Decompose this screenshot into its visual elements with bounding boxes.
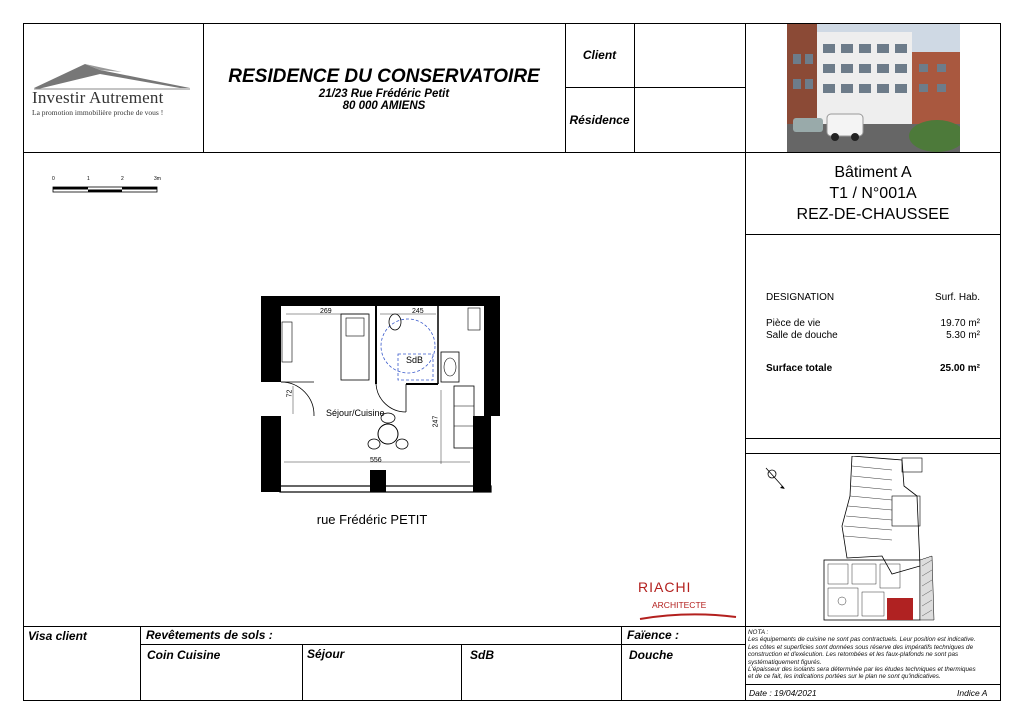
roof-logo-icon [30,58,198,92]
dimension-label: 245 [412,308,424,315]
company-logo [30,58,198,122]
residence-label: Résidence [569,113,630,127]
architect-subtitle: ARCHITECTE [652,600,707,610]
room-label-living: Séjour/Cuisine [326,408,385,418]
divider [461,644,462,701]
unit-number: T1 / N°001A [829,185,917,202]
divider [745,453,1001,454]
nota-block [748,629,1000,681]
north-arrow-icon [766,468,785,489]
coin-cuisine-label: Coin Cuisine [147,648,221,662]
scale-tick: 2 [121,176,124,182]
divider [140,644,745,645]
lot-info [745,162,1001,225]
nota-title: NOTA : [748,629,769,636]
logo-tagline: La promotion immobilière proche de vous ! [32,108,164,117]
nota-line: systématiquement figurés. [748,658,822,666]
building-photo [787,24,960,152]
dimension-label: 556 [370,457,382,464]
room-surface: 5.30 m² [946,330,980,341]
divider [745,626,1001,627]
room-name: Salle de douche [766,330,838,341]
floor-level: REZ-DE-CHAUSSEE [796,206,950,223]
street-label: rue Frédéric PETIT [316,512,428,527]
site-plan [752,456,998,624]
scale-tick: 0 [52,176,55,182]
total-label: Surface totale [766,363,833,374]
visa-client-label: Visa client [28,629,87,643]
table-header [766,292,980,303]
address-line-1: 21/23 Rue Frédéric Petit [318,88,450,100]
scale-bar [50,174,165,194]
revision-index: Indice A [957,688,988,698]
nota-line: L'épaisseur des isolants sera déterminée par les études techniques et thermiques [748,666,976,674]
dimension-label: 247 [432,415,440,428]
table-row [766,318,980,329]
client-label: Client [582,48,617,62]
address-line-2: 80 000 AMIENS [342,100,426,112]
architect-logo [630,578,742,624]
dimension-label: 269 [320,308,332,315]
floor-coverings-label: Revêtements de sols : [146,628,273,642]
residence-title: RESIDENCE DU CONSERVATOIRE [228,66,540,87]
building-name: Bâtiment A [834,164,912,181]
divider [745,234,1001,235]
surface-table [766,292,980,374]
dimension-label: 72 [286,389,294,398]
swoosh-icon [638,612,738,622]
scale-tick: 1 [87,176,90,182]
room-name: Pièce de vie [766,318,821,329]
residence-header [203,66,565,112]
nota-line: Les côtes et superficies sont données sous réserve des impératifs techniques de [748,643,974,651]
logo-name: Investir Autrement [32,88,164,107]
sejour-label: Séjour [307,647,345,661]
architect-name: RIACHI [638,579,692,595]
floor-plan [258,294,503,496]
divider [302,644,303,701]
nota-line: Les équipements de cuisine ne sont pas contractuels. Leur position est indicative. [748,636,976,644]
nota-line: et de ce fait, les indications portées sur le plan ne sont qu'indicatives. [748,673,941,681]
faience-label: Faïence : [627,628,680,642]
header-divider [23,152,1001,153]
nota-line: construction et d'exécution. Les retombées et les faux-plafonds ne sont pas [748,651,959,659]
room-label-bathroom: SdB [406,355,424,365]
room-surface: 19.70 m² [940,318,980,329]
revision-date: Date : 19/04/2021 [749,688,817,698]
divider [745,23,746,701]
sdb-label: SdB [470,648,494,662]
divider [565,87,745,88]
total-value: 25.00 m² [939,363,980,374]
douche-label: Douche [629,648,674,662]
divider [140,626,141,701]
divider [621,626,622,701]
divider [745,438,1001,439]
designation-header: DESIGNATION [766,292,835,303]
divider [23,626,745,627]
scale-tick: 3m [154,176,161,182]
surface-header: Surf. Hab. [934,292,980,303]
table-total-row [766,363,980,374]
divider [745,684,1001,685]
table-row [766,330,980,341]
